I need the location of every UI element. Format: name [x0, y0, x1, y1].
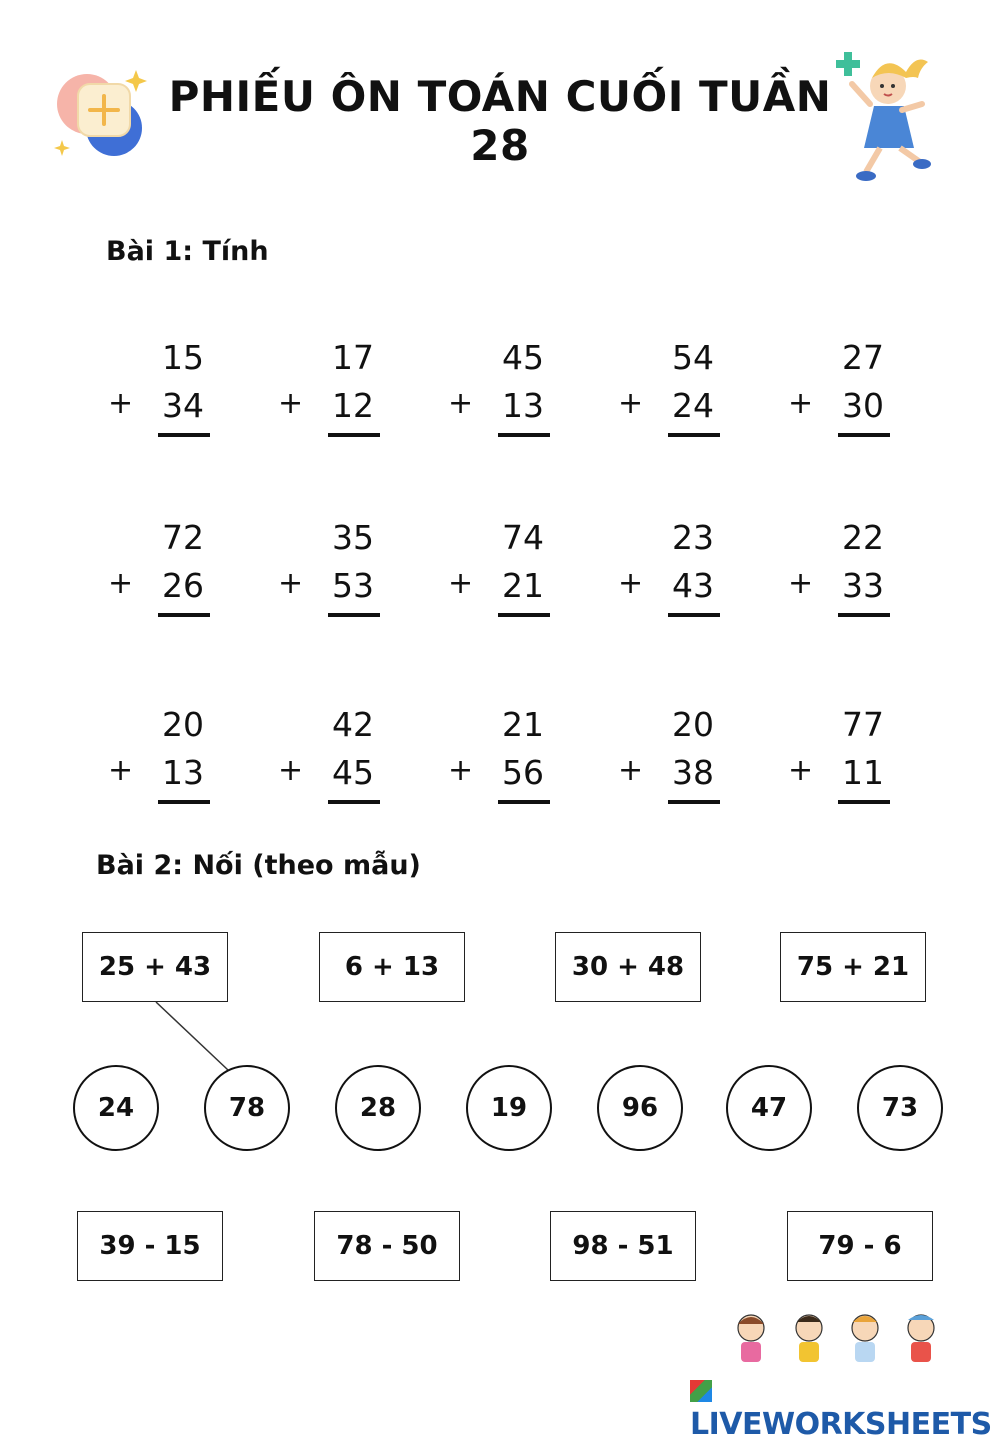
addend-bottom: 11 — [842, 753, 884, 792]
plus-sign: + — [448, 566, 474, 601]
plus-sign: + — [108, 386, 134, 421]
page-title: PHIẾU ÔN TOÁN CUỐI TUẦN 28 — [168, 72, 832, 170]
plus-sign: + — [108, 753, 134, 788]
addend-bottom: 38 — [672, 753, 714, 792]
addend-bottom: 56 — [502, 753, 544, 792]
addend-top: 17 — [332, 338, 374, 377]
expression-box-top[interactable]: 30 + 48 — [555, 932, 701, 1002]
addend-bottom: 21 — [502, 566, 544, 605]
addend-top: 72 — [162, 518, 204, 557]
addend-top: 15 — [162, 338, 204, 377]
expression-box-top[interactable]: 6 + 13 — [319, 932, 465, 1002]
answer-circle[interactable]: 28 — [335, 1065, 421, 1151]
addend-top: 23 — [672, 518, 714, 557]
addend-bottom: 45 — [332, 753, 374, 792]
plus-sign: + — [618, 386, 644, 421]
addend-top: 27 — [842, 338, 884, 377]
addend-top: 45 — [502, 338, 544, 377]
plus-sign: + — [448, 753, 474, 788]
expression-box-bottom[interactable]: 78 - 50 — [314, 1211, 460, 1281]
answer-circle[interactable]: 47 — [726, 1065, 812, 1151]
addend-bottom: 30 — [842, 386, 884, 425]
section1-heading: Bài 1: Tính — [106, 236, 269, 267]
plus-sign: + — [278, 386, 304, 421]
expression-box-top[interactable]: 25 + 43 — [82, 932, 228, 1002]
expression-box-top[interactable]: 75 + 21 — [780, 932, 926, 1002]
addend-top: 35 — [332, 518, 374, 557]
answer-circle[interactable]: 96 — [597, 1065, 683, 1151]
plus-sign: + — [618, 753, 644, 788]
addend-bottom: 13 — [502, 386, 544, 425]
addend-bottom: 13 — [162, 753, 204, 792]
expression-box-bottom[interactable]: 98 - 51 — [550, 1211, 696, 1281]
addend-top: 20 — [162, 705, 204, 744]
section2-heading: Bài 2: Nối (theo mẫu) — [96, 850, 421, 881]
plus-sign: + — [788, 753, 814, 788]
plus-sign: + — [618, 566, 644, 601]
brand-text: LIVEWORKSHEETS — [690, 1407, 992, 1442]
addend-bottom: 24 — [672, 386, 714, 425]
kids-illustration — [725, 1312, 945, 1374]
plus-sign: + — [788, 566, 814, 601]
logo-mark-icon — [690, 1380, 712, 1402]
expression-box-bottom[interactable]: 39 - 15 — [77, 1211, 223, 1281]
answer-circle[interactable]: 24 — [73, 1065, 159, 1151]
addend-bottom: 33 — [842, 566, 884, 605]
addend-bottom: 26 — [162, 566, 204, 605]
plus-sign: + — [278, 753, 304, 788]
addend-top: 54 — [672, 338, 714, 377]
answer-circle[interactable]: 78 — [204, 1065, 290, 1151]
plus-sign: + — [278, 566, 304, 601]
addend-top: 77 — [842, 705, 884, 744]
addend-bottom: 34 — [162, 386, 204, 425]
addend-bottom: 53 — [332, 566, 374, 605]
addend-top: 74 — [502, 518, 544, 557]
addend-bottom: 43 — [672, 566, 714, 605]
addend-top: 42 — [332, 705, 374, 744]
addend-top: 21 — [502, 705, 544, 744]
addend-top: 22 — [842, 518, 884, 557]
liveworksheets-logo — [690, 1372, 1000, 1442]
addend-bottom: 12 — [332, 386, 374, 425]
answer-circle[interactable]: 19 — [466, 1065, 552, 1151]
answer-circle[interactable]: 73 — [857, 1065, 943, 1151]
addend-top: 20 — [672, 705, 714, 744]
plus-sign: + — [108, 566, 134, 601]
plus-sign: + — [448, 386, 474, 421]
expression-box-bottom[interactable]: 79 - 6 — [787, 1211, 933, 1281]
plus-sign: + — [788, 386, 814, 421]
